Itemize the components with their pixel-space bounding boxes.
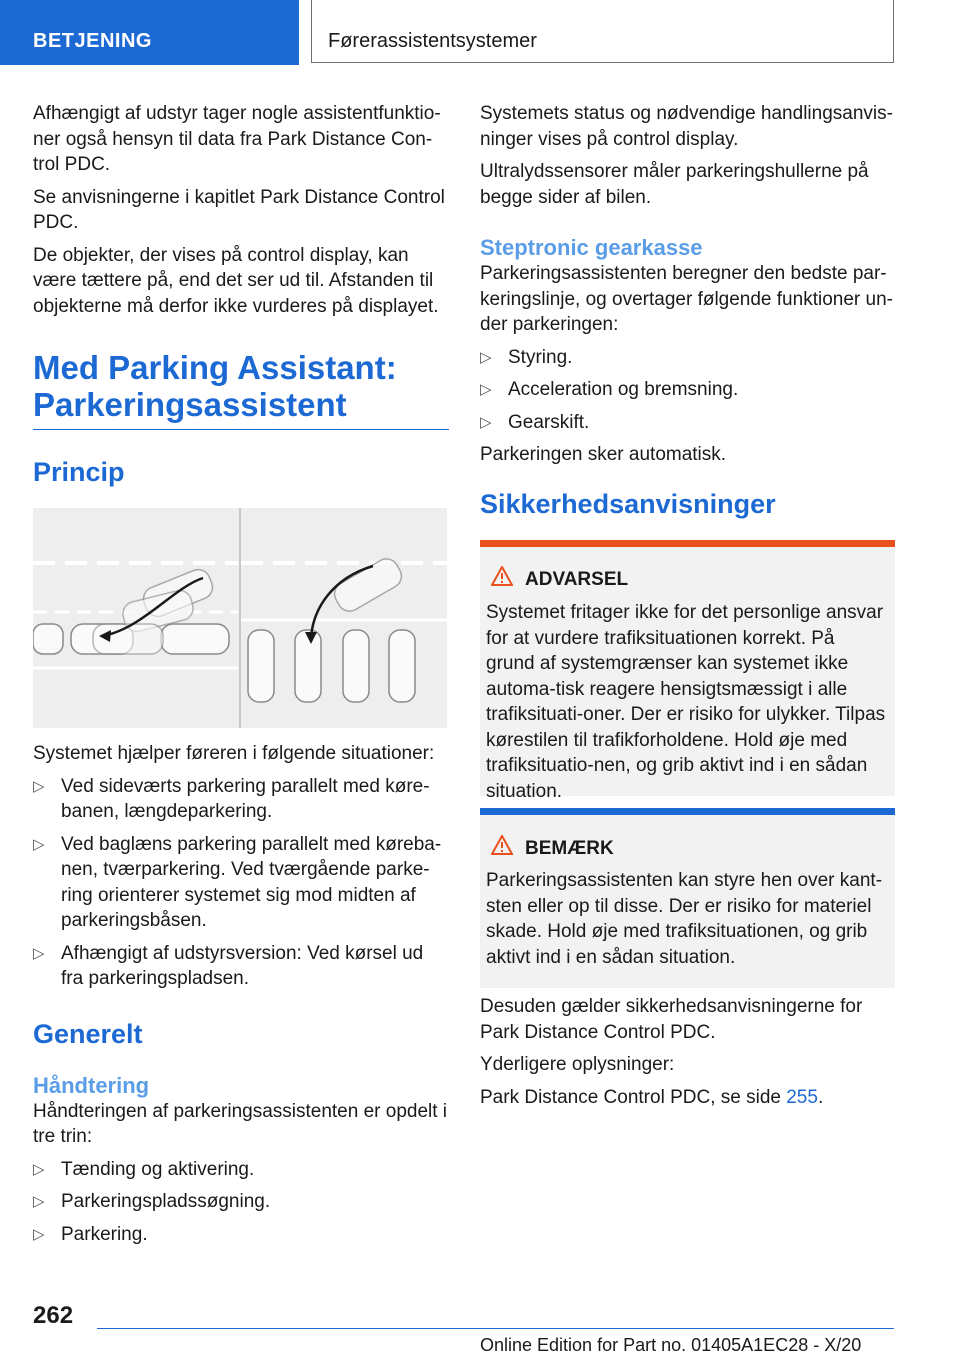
header-section-tab	[0, 0, 299, 65]
safety-heading: Sikkerhedsanvisninger	[480, 488, 776, 519]
note-bar	[480, 808, 895, 815]
list-item: ▷ Afhængigt af udstyrsversion: Ved kørsel ud fra parkeringspladsen.	[33, 942, 424, 989]
paragraph: Parkeringsassistenten beregner den bedste par-keringslinje, og overtager følgende funktioner un-der parkeringen:	[480, 263, 893, 335]
paragraph: Ultralydssensorer måler parkeringshullerne på begge sider af bilen.	[480, 161, 869, 208]
paragraph: Håndteringen af parkeringsassistenten er opdelt i tre trin:	[33, 1100, 448, 1147]
warning-text: Systemet fritager ikke for det personlige ansvar for at vurdere trafiksituationen korrekt. På grund af systemgrænser kan systemet ikke automa-tisk reagere hensigtsmæssigt i alle trafiksituati-oner. Der er risiko for ulykker. Tilpas kørestilen til trafikforholdene. Hold øje med trafiksituatio-nen, og grib aktivt ind i en sådan situation.	[486, 602, 886, 802]
chapter-heading-line-1: Med Parking Assistant:	[33, 349, 397, 386]
list-item: ▷ Gearskift.	[480, 410, 896, 436]
triangle-right-icon: ▷	[33, 944, 45, 962]
warning-bar	[480, 540, 895, 547]
left-column-top	[33, 101, 449, 488]
parking-illustration-svg	[33, 508, 447, 728]
triangle-right-icon: ▷	[480, 348, 492, 366]
triangle-right-icon: ▷	[480, 413, 492, 431]
warning-triangle-icon	[491, 566, 513, 586]
list-item: ▷ Styring.	[480, 345, 896, 371]
functions-list	[480, 345, 896, 436]
header-chapter-box	[311, 0, 894, 63]
list-item: ▷ Parkeringspladssøgning.	[33, 1189, 449, 1215]
triangle-right-icon: ▷	[33, 1193, 45, 1210]
steptronic-heading: Steptronic gearkasse	[480, 235, 703, 260]
left-column-bottom	[33, 741, 449, 1254]
paragraph: Desuden gælder sikkerhedsanvisningerne for Park Distance Control PDC.	[480, 996, 863, 1043]
header-section-title: BETJENING	[33, 30, 152, 52]
paragraph: Yderligere oplysninger:	[480, 1054, 675, 1075]
paragraph: Se anvisningerne i kapitlet Park Distance Control PDC.	[33, 186, 445, 233]
warning-triangle-icon	[491, 835, 513, 855]
paragraph: De objekter, der vises på control display, kan være tættere på, end det ser ud til. Afstanden til objekterne må derfor ikke vurderes på displayet.	[33, 244, 439, 317]
paragraph: Systemet hjælper føreren i følgende situationer:	[33, 743, 435, 764]
triangle-right-icon: ▷	[33, 1225, 45, 1243]
situations-list	[33, 774, 449, 992]
edition-text: Online Edition for Part no. 01405A1EC28 - X/20	[480, 1335, 862, 1355]
note-box	[480, 808, 895, 988]
triangle-right-icon: ▷	[33, 777, 45, 795]
right-column-top	[480, 101, 896, 520]
generelt-heading: Generelt	[33, 1018, 143, 1049]
page-reference-link[interactable]: 255	[786, 1086, 818, 1108]
note-title: BEMÆRK	[525, 838, 614, 859]
list-item: ▷ Tænding og aktivering.	[33, 1157, 449, 1183]
warning-box	[480, 540, 895, 802]
paragraph: Parkeringen sker automatisk.	[480, 444, 727, 465]
triangle-right-icon: ▷	[480, 381, 492, 398]
chapter-heading	[33, 349, 449, 423]
right-column-bottom	[480, 994, 896, 1117]
list-item: ▷ Ved sideværts parkering parallelt med køre-banen, længdeparkering.	[33, 775, 430, 822]
paragraph: Systemets status og nødvendige handlingsanvis-ninger vises på control display.	[480, 103, 893, 150]
reference-paragraph: Park Distance Control PDC, se side 255.	[480, 1086, 824, 1108]
note-text: Parkeringsassistenten kan styre hen over kant-sten eller op til disse. Der er risiko for materiel skade. Hold øje med trafiksituationen, og grib aktivt ind i en sådan situation.	[486, 870, 883, 968]
steps-list	[33, 1157, 449, 1248]
princip-heading: Princip	[33, 457, 125, 487]
list-item: ▷ Acceleration og bremsning.	[480, 377, 896, 403]
paragraph: Afhængigt af udstyr tager nogle assistentfunktio-ner også hensyn til data fra Park Distance Con-trol PDC.	[33, 103, 441, 175]
list-item: ▷ Parkering.	[33, 1222, 449, 1248]
triangle-right-icon: ▷	[33, 835, 45, 853]
triangle-right-icon: ▷	[33, 1160, 45, 1178]
list-item: ▷ Ved baglæns parkering parallelt med køreba-nen, tværparkering. Ved tværgående parke-ring orienterer systemet sig mod midten af parkeringsbåsen.	[33, 833, 442, 931]
warning-title: ADVARSEL	[525, 569, 629, 590]
header-chapter-title: Førerassistentsystemer	[328, 30, 537, 52]
page-number: 262	[33, 1302, 74, 1329]
parking-illustration	[33, 508, 447, 728]
heading-rule	[33, 429, 449, 430]
handtering-heading: Håndtering	[33, 1072, 150, 1098]
chapter-heading-line-2: Parkeringsassistent	[33, 386, 347, 423]
footer-rule	[97, 1328, 894, 1329]
